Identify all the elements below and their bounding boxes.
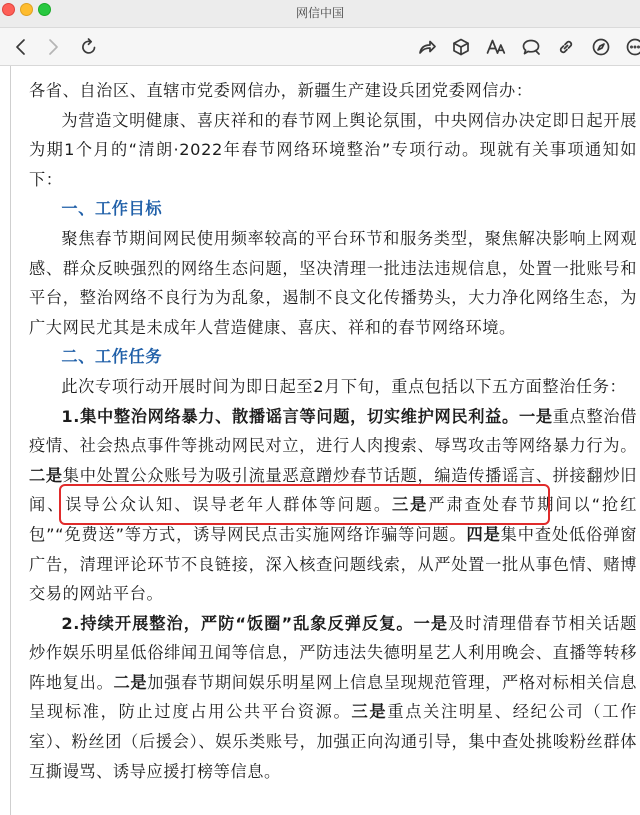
goals-paragraph: 聚焦春节期间网民使用频率较高的平台环节和服务类型，聚焦解决影响上网观感、群众反映强烈的网络生态问题，坚决清理一批违法违规信息，处置一批账号和平台，整治网络不良行为为乱象，遏制不良文化传播势头，大力净化网络生态，为广大网民尤其是未成年人营造健康、喜庆、祥和的春节网络环境。 (29, 228, 637, 337)
task-item-2-title: 2.持续开展整治，严防“饭圈”乱象反弹反复。 (61, 613, 414, 633)
compass-icon[interactable] (590, 36, 612, 58)
section-heading-tasks: 二、工作任务 (61, 347, 163, 367)
back-icon[interactable] (10, 36, 32, 58)
task-item-2: 2.持续开展整治，严防“饭圈”乱象反弹反复。一是及时清理借春节相关话题炒作娱乐明星低俗绯闻丑闻等信息，严防违法失德明星艺人利用晚会、直播等转移阵地复出。二是加强春节期间娱乐明星网上信息呈现规范管理，严格对标相关信息呈现标准，防止过度占用公共平台资源。三是重点关注明星、经纪公司（工作室）、粉丝团（后援会）、娱乐类账号，加强正向沟通引导，集中查处挑唆粉丝群体互撕谩骂、诱导应援打榜等信息。 (29, 613, 638, 781)
toolbar (0, 28, 640, 66)
forward-icon[interactable] (42, 36, 64, 58)
title-bar (0, 0, 640, 28)
text-size-icon[interactable] (485, 36, 507, 58)
comment-icon[interactable] (520, 36, 542, 58)
more-icon[interactable] (624, 36, 640, 58)
task-item-1: 1.集中整治网络暴力、散播谣言等问题，切实维护网民利益。一是重点整治借疫情、社会热点事件等挑动网民对立，进行人肉搜索、辱骂攻击等网络暴力行为。二是集中处置公众账号为吸引流量恶意蹭炒春节话题，编造传播谣言、拼接翻炒旧闻、误导公众认知、误导老年人群体等问题。三是严肃查处春节期间以“抢红包”“免费送”等方式，诱导网民点击实施网络诈骗等问题。四是集中查处低俗弹窗广告，清理评论环节不良链接，深入核查问题线索，从严处置一批从事色情、赌博交易的网站平台。 (29, 406, 638, 604)
article-body (29, 76, 637, 786)
salutation: 各省、自治区、直辖市党委网信办，新疆生产建设兵团党委网信办： (29, 81, 533, 100)
tasks-intro-paragraph: 此次专项行动开展时间为即日起至2月下旬，重点包括以下五方面整治任务： (61, 376, 627, 396)
section-heading-goals: 一、工作目标 (61, 199, 163, 219)
link-icon[interactable] (555, 36, 577, 58)
reload-icon[interactable] (78, 36, 100, 58)
share-icon[interactable] (416, 36, 438, 58)
cube-icon[interactable] (450, 36, 472, 58)
page-content[interactable] (10, 66, 640, 815)
intro-paragraph: 为营造文明健康、喜庆祥和的春节网上舆论氛围，中央网信办决定即日起开展为期1个月的“清朗·2022年春节网络环境整治”专项行动。现就有关事项通知如下： (29, 110, 637, 189)
window-title: 网信中国 (295, 6, 344, 20)
task-item-1-title: 1.集中整治网络暴力、散播谣言等问题，切实维护网民利益。 (61, 406, 519, 426)
